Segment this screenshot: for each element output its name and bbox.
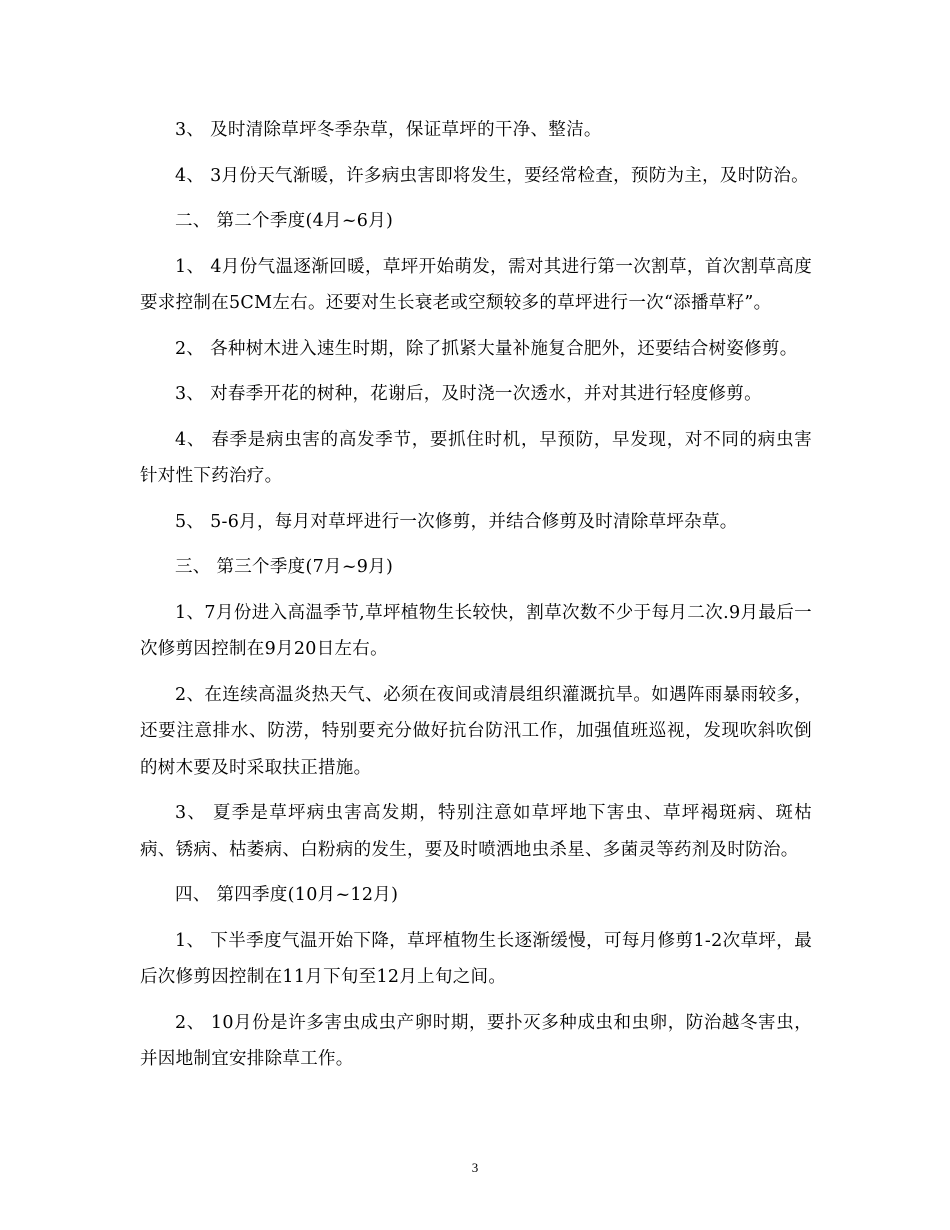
- paragraph: 2、 各种树木进入速生时期，除了抓紧大量补施复合肥外，还要结合树姿修剪。: [175, 338, 798, 359]
- paragraph: 4、 3月份天气渐暖，许多病虫害即将发生，要经常检查，预防为主，及时防治。: [175, 165, 809, 186]
- page-number: 3: [471, 1160, 479, 1175]
- paragraph: 3、 对春季开花的树种，花谢后，及时浇一次透水，并对其进行轻度修剪。: [175, 384, 762, 404]
- section-heading: 四、 第四季度(10月~12月): [175, 885, 399, 905]
- paragraph: 4、 春季是病虫害的高发季节，要抓住时机，早预防，早发现，对不同的病虫害针对性下药治疗。: [140, 429, 812, 486]
- paragraph: 1、 4月份气温逐渐回暖，草坪开始萌发，需对其进行第一次割草，首次割草高度要求控制在5CM左右。还要对生长衰老或空颓较多的草坪进行一次“添播草籽”。: [140, 256, 812, 313]
- paragraph: 3、 及时清除草坪冬季杂草，保证草坪的干净、整洁。: [175, 120, 602, 140]
- section-heading: 三、 第三个季度(7月~9月): [175, 557, 394, 577]
- paragraph: 5、 5-6月，每月对草坪进行一次修剪，并结合修剪及时清除草坪杂草。: [175, 511, 738, 532]
- paragraph: 1、 下半季度气温开始下降，草坪植物生长逐渐缓慢，可每月修剪1-2次草坪，最后次修剪因控制在11月下旬至12月上旬之间。: [140, 930, 812, 987]
- paragraph: 2、 10月份是许多害虫成虫产卵时期，要扑灭多种成虫和虫卵，防治越冬害虫，并因地制宜安排除草工作。: [140, 1012, 812, 1069]
- paragraph: 2、在连续高温炎热天气、必须在夜间或清晨组织灌溉抗旱。如遇阵雨暴雨较多，还要注意排水、防涝，特别要充分做好抗台防汛工作，加强值班巡视，发现吹斜吹倒的树木要及时采取扶正措施。: [140, 684, 812, 778]
- paragraph: 1、7月份进入高温季节,草坪植物生长较快，割草次数不少于每月二次.9月最后一次修剪因控制在9月20日左右。: [140, 602, 812, 659]
- document-body: [140, 112, 812, 1087]
- section-heading: 二、 第二个季度(4月~6月): [175, 211, 394, 231]
- paragraph: 3、 夏季是草坪病虫害高发期，特别注意如草坪地下害虫、草坪褐斑病、斑枯病、锈病、枯萎病、白粉病的发生，要及时喷洒地虫杀星、多菌灵等药剂及时防治。: [140, 803, 812, 860]
